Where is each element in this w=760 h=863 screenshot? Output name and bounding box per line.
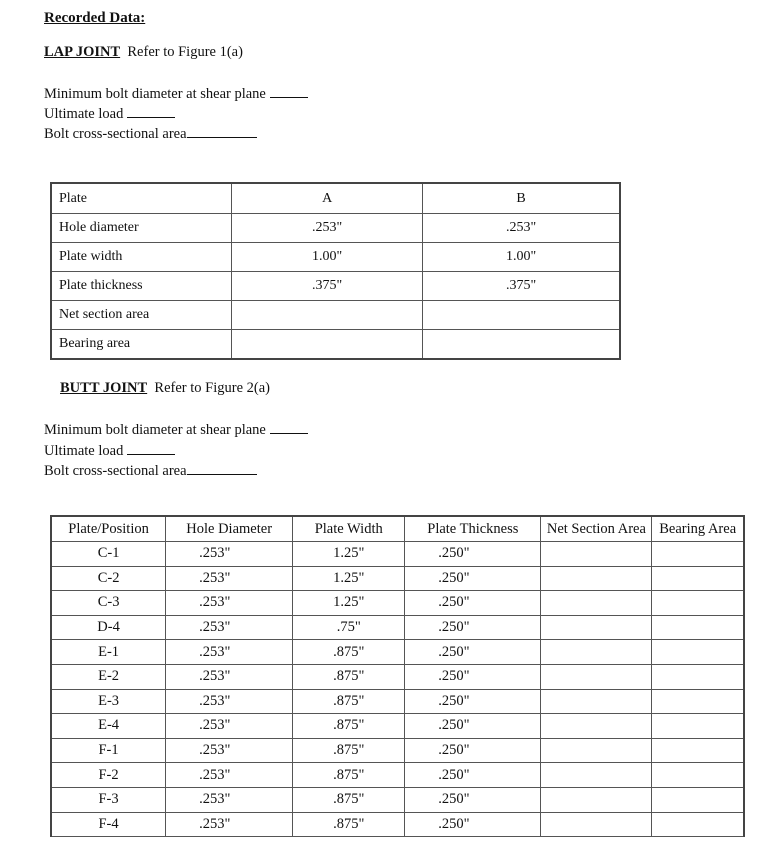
table-cell-blank[interactable] <box>652 591 744 616</box>
table-row <box>51 214 620 243</box>
table-cell-blank[interactable] <box>652 664 744 689</box>
lap-ult-load-label: Ultimate load <box>44 106 124 122</box>
table-cell: Plate <box>51 183 232 214</box>
table-cell-blank[interactable] <box>541 714 652 739</box>
table-cell: C-2 <box>51 566 166 591</box>
table-cell-blank[interactable] <box>541 615 652 640</box>
page-heading: Recorded Data: <box>44 10 146 26</box>
table-cell-blank[interactable] <box>541 542 652 567</box>
butt-ult-load-field <box>44 441 175 460</box>
table-cell-blank[interactable] <box>541 812 652 837</box>
table-cell: F-4 <box>51 812 166 837</box>
table-cell: .375" <box>423 272 620 301</box>
butt-bolt-area-label: Bolt cross-sectional area <box>44 463 187 479</box>
table-cell: D-4 <box>51 615 166 640</box>
table-cell: .875" <box>293 812 405 837</box>
table-cell-blank[interactable] <box>423 330 620 360</box>
table-cell: 1.00" <box>423 243 620 272</box>
table-cell: .875" <box>293 763 405 788</box>
table-cell: A <box>232 183 423 214</box>
column-header: Hole Diameter <box>166 516 293 542</box>
table-cell-blank[interactable] <box>541 640 652 665</box>
column-header: Net Section Area <box>541 516 652 542</box>
table-cell: .253" <box>166 615 293 640</box>
table-row <box>51 301 620 330</box>
table-cell-blank[interactable] <box>541 689 652 714</box>
butt-bolt-area-blank[interactable] <box>187 461 257 475</box>
butt-joint-title: BUTT JOINT <box>60 380 148 396</box>
table-cell-blank[interactable] <box>232 301 423 330</box>
lap-min-bolt-field <box>44 84 308 103</box>
table-cell: .250" <box>405 640 541 665</box>
table-row <box>51 183 620 214</box>
table-cell: .253" <box>166 640 293 665</box>
table-cell: .250" <box>405 566 541 591</box>
table-cell: .253" <box>166 812 293 837</box>
table-cell-blank[interactable] <box>541 591 652 616</box>
table-cell: .375" <box>232 272 423 301</box>
table-row <box>51 330 620 360</box>
table-row <box>51 787 744 812</box>
lap-ult-load-field <box>44 104 175 123</box>
table-row <box>51 763 744 788</box>
table-cell: 1.25" <box>293 591 405 616</box>
table-cell-blank[interactable] <box>541 664 652 689</box>
table-cell: .253" <box>166 714 293 739</box>
table-row <box>51 738 744 763</box>
table-cell: F-1 <box>51 738 166 763</box>
table-cell: F-2 <box>51 763 166 788</box>
table-cell: .250" <box>405 763 541 788</box>
table-cell-blank[interactable] <box>652 542 744 567</box>
table-cell: F-3 <box>51 787 166 812</box>
table-cell: .875" <box>293 689 405 714</box>
table-cell: .253" <box>166 689 293 714</box>
table-cell: .875" <box>293 738 405 763</box>
column-header: Bearing Area <box>652 516 744 542</box>
lap-joint-ref: Refer to Figure 1(a) <box>127 44 243 60</box>
table-cell: E-3 <box>51 689 166 714</box>
table-cell: E-4 <box>51 714 166 739</box>
table-row <box>51 664 744 689</box>
table-cell: .75" <box>293 615 405 640</box>
table-cell: .253" <box>232 214 423 243</box>
column-header: Plate Width <box>293 516 405 542</box>
table-cell-blank[interactable] <box>652 738 744 763</box>
lap-bolt-area-label: Bolt cross-sectional area <box>44 126 187 142</box>
table-row <box>51 714 744 739</box>
butt-min-bolt-blank[interactable] <box>270 420 308 434</box>
table-cell-blank[interactable] <box>541 763 652 788</box>
lap-min-bolt-blank[interactable] <box>270 84 308 98</box>
table-cell: Plate width <box>51 243 232 272</box>
table-cell-blank[interactable] <box>652 640 744 665</box>
table-cell: .250" <box>405 664 541 689</box>
lap-min-bolt-label: Minimum bolt diameter at shear plane <box>44 86 266 102</box>
lap-bolt-area-blank[interactable] <box>187 124 257 138</box>
table-cell: C-1 <box>51 542 166 567</box>
table-row <box>51 591 744 616</box>
table-cell-blank[interactable] <box>652 787 744 812</box>
table-header-row <box>51 516 744 542</box>
table-cell: B <box>423 183 620 214</box>
table-cell-blank[interactable] <box>423 301 620 330</box>
table-cell-blank[interactable] <box>652 689 744 714</box>
table-cell: Hole diameter <box>51 214 232 243</box>
table-cell: .253" <box>423 214 620 243</box>
table-cell: .250" <box>405 812 541 837</box>
table-row <box>51 542 744 567</box>
lap-joint-table <box>50 182 621 360</box>
table-cell: Bearing area <box>51 330 232 360</box>
table-cell: .253" <box>166 738 293 763</box>
table-cell: E-1 <box>51 640 166 665</box>
table-cell: .250" <box>405 689 541 714</box>
table-cell-blank[interactable] <box>541 566 652 591</box>
column-header: Plate/Position <box>51 516 166 542</box>
table-cell: .253" <box>166 591 293 616</box>
butt-min-bolt-label: Minimum bolt diameter at shear plane <box>44 422 266 438</box>
table-cell: 1.25" <box>293 542 405 567</box>
table-cell: .875" <box>293 664 405 689</box>
table-row <box>51 566 744 591</box>
table-cell-blank[interactable] <box>652 763 744 788</box>
table-cell-blank[interactable] <box>652 812 744 837</box>
table-cell: .250" <box>405 615 541 640</box>
butt-ult-load-label: Ultimate load <box>44 443 124 459</box>
table-cell: .253" <box>166 542 293 567</box>
butt-joint-table <box>50 515 745 837</box>
table-cell: .875" <box>293 787 405 812</box>
table-cell: .875" <box>293 640 405 665</box>
table-cell: .875" <box>293 714 405 739</box>
table-cell: .250" <box>405 738 541 763</box>
table-cell: .250" <box>405 591 541 616</box>
butt-min-bolt-field <box>44 420 308 439</box>
lap-joint-title: LAP JOINT <box>44 44 121 60</box>
table-cell: Net section area <box>51 301 232 330</box>
table-cell: 1.00" <box>232 243 423 272</box>
table-cell: E-2 <box>51 664 166 689</box>
table-row <box>51 689 744 714</box>
table-cell-blank[interactable] <box>652 566 744 591</box>
table-row <box>51 812 744 837</box>
table-cell-blank[interactable] <box>232 330 423 360</box>
table-cell-blank[interactable] <box>541 787 652 812</box>
butt-ult-load-blank[interactable] <box>127 441 175 455</box>
column-header: Plate Thickness <box>405 516 541 542</box>
table-cell-blank[interactable] <box>541 738 652 763</box>
table-row <box>51 640 744 665</box>
table-cell: 1.25" <box>293 566 405 591</box>
lap-ult-load-blank[interactable] <box>127 104 175 118</box>
table-cell: C-3 <box>51 591 166 616</box>
table-cell: .253" <box>166 566 293 591</box>
table-cell: Plate thickness <box>51 272 232 301</box>
lap-joint-title-line <box>44 43 243 61</box>
table-cell: .250" <box>405 542 541 567</box>
table-cell: .253" <box>166 763 293 788</box>
table-cell: .250" <box>405 714 541 739</box>
table-cell-blank[interactable] <box>652 615 744 640</box>
butt-bolt-area-field <box>44 461 257 480</box>
table-row <box>51 615 744 640</box>
table-row <box>51 243 620 272</box>
table-row <box>51 272 620 301</box>
butt-joint-title-line <box>60 379 270 397</box>
table-cell: .253" <box>166 787 293 812</box>
table-cell: .253" <box>166 664 293 689</box>
table-cell-blank[interactable] <box>652 714 744 739</box>
butt-joint-ref: Refer to Figure 2(a) <box>154 380 270 396</box>
lap-bolt-area-field <box>44 124 257 143</box>
table-cell: .250" <box>405 787 541 812</box>
